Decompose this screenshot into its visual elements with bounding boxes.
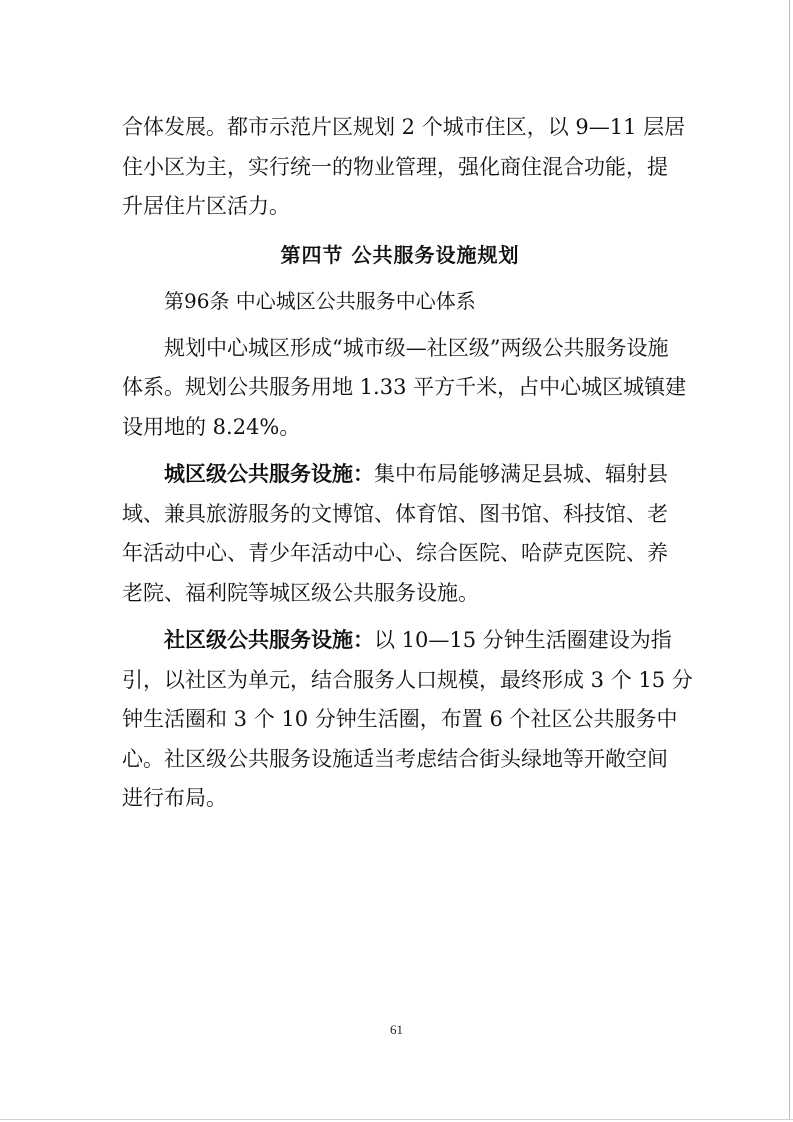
document-body	[122, 108, 693, 819]
text-fragment: 集中布局能够满足县城、辐射县	[374, 462, 668, 486]
text-line: 老院、福利院等城区级公共服务设施。	[122, 580, 479, 605]
section-heading: 第四节 公共服务设施规划	[280, 242, 520, 267]
text-line: 升居住片区活力。	[122, 194, 290, 218]
paragraph-city-level-facilities	[122, 455, 678, 613]
bold-lead-community-level: 社区级公共服务设施：	[164, 628, 374, 652]
text-line: 心。社区级公共服务设施适当考虑结合街头绿地等开敞空间	[122, 746, 668, 771]
article-heading: 第96条 中心城区公共服务中心体系	[164, 288, 476, 313]
text-line: 规划中心城区形成“城市级—社区级”两级公共服务设施	[164, 335, 669, 360]
paragraph-public-service-system	[122, 329, 687, 448]
continuation-paragraph	[122, 108, 686, 227]
text-line: 住小区为主，实行统一的物业管理，强化商住混合功能，提	[122, 154, 668, 179]
text-line: 域、兼具旅游服务的文博馆、体育馆、图书馆、科技馆、老	[122, 501, 668, 526]
paragraph-gap	[122, 613, 678, 621]
text-line: 进行布局。	[122, 786, 227, 810]
text-line	[122, 455, 678, 495]
text-line: 设用地的 8.24%。	[122, 414, 301, 439]
text-fragment: 以 10—15 分钟生活圈建设为指	[374, 628, 672, 652]
bold-lead-city-level: 城区级公共服务设施：	[164, 462, 374, 486]
text-line: 体系。规划公共服务用地 1.33 平方千米，占中心城区城镇建	[122, 375, 687, 399]
text-line: 年活动中心、青少年活动中心、综合医院、哈萨克医院、养	[122, 541, 668, 565]
text-line: 钟生活圈和 3 个 10 分钟生活圈，布置 6 个社区公共服务中	[122, 707, 678, 731]
paragraph-community-level-facilities	[122, 621, 693, 819]
page-edge-right	[789, 0, 790, 1119]
text-line	[122, 621, 678, 661]
page-edge-bottom	[0, 1119, 793, 1120]
text-line: 合体发展。都市示范片区规划 2 个城市住区，以 9—11 层居	[122, 115, 686, 139]
text-line: 引，以社区为单元，结合服务人口规模，最终形成 3 个 15 分	[122, 667, 693, 692]
paragraph-gap	[122, 447, 678, 455]
page-number: 61	[390, 1022, 403, 1037]
